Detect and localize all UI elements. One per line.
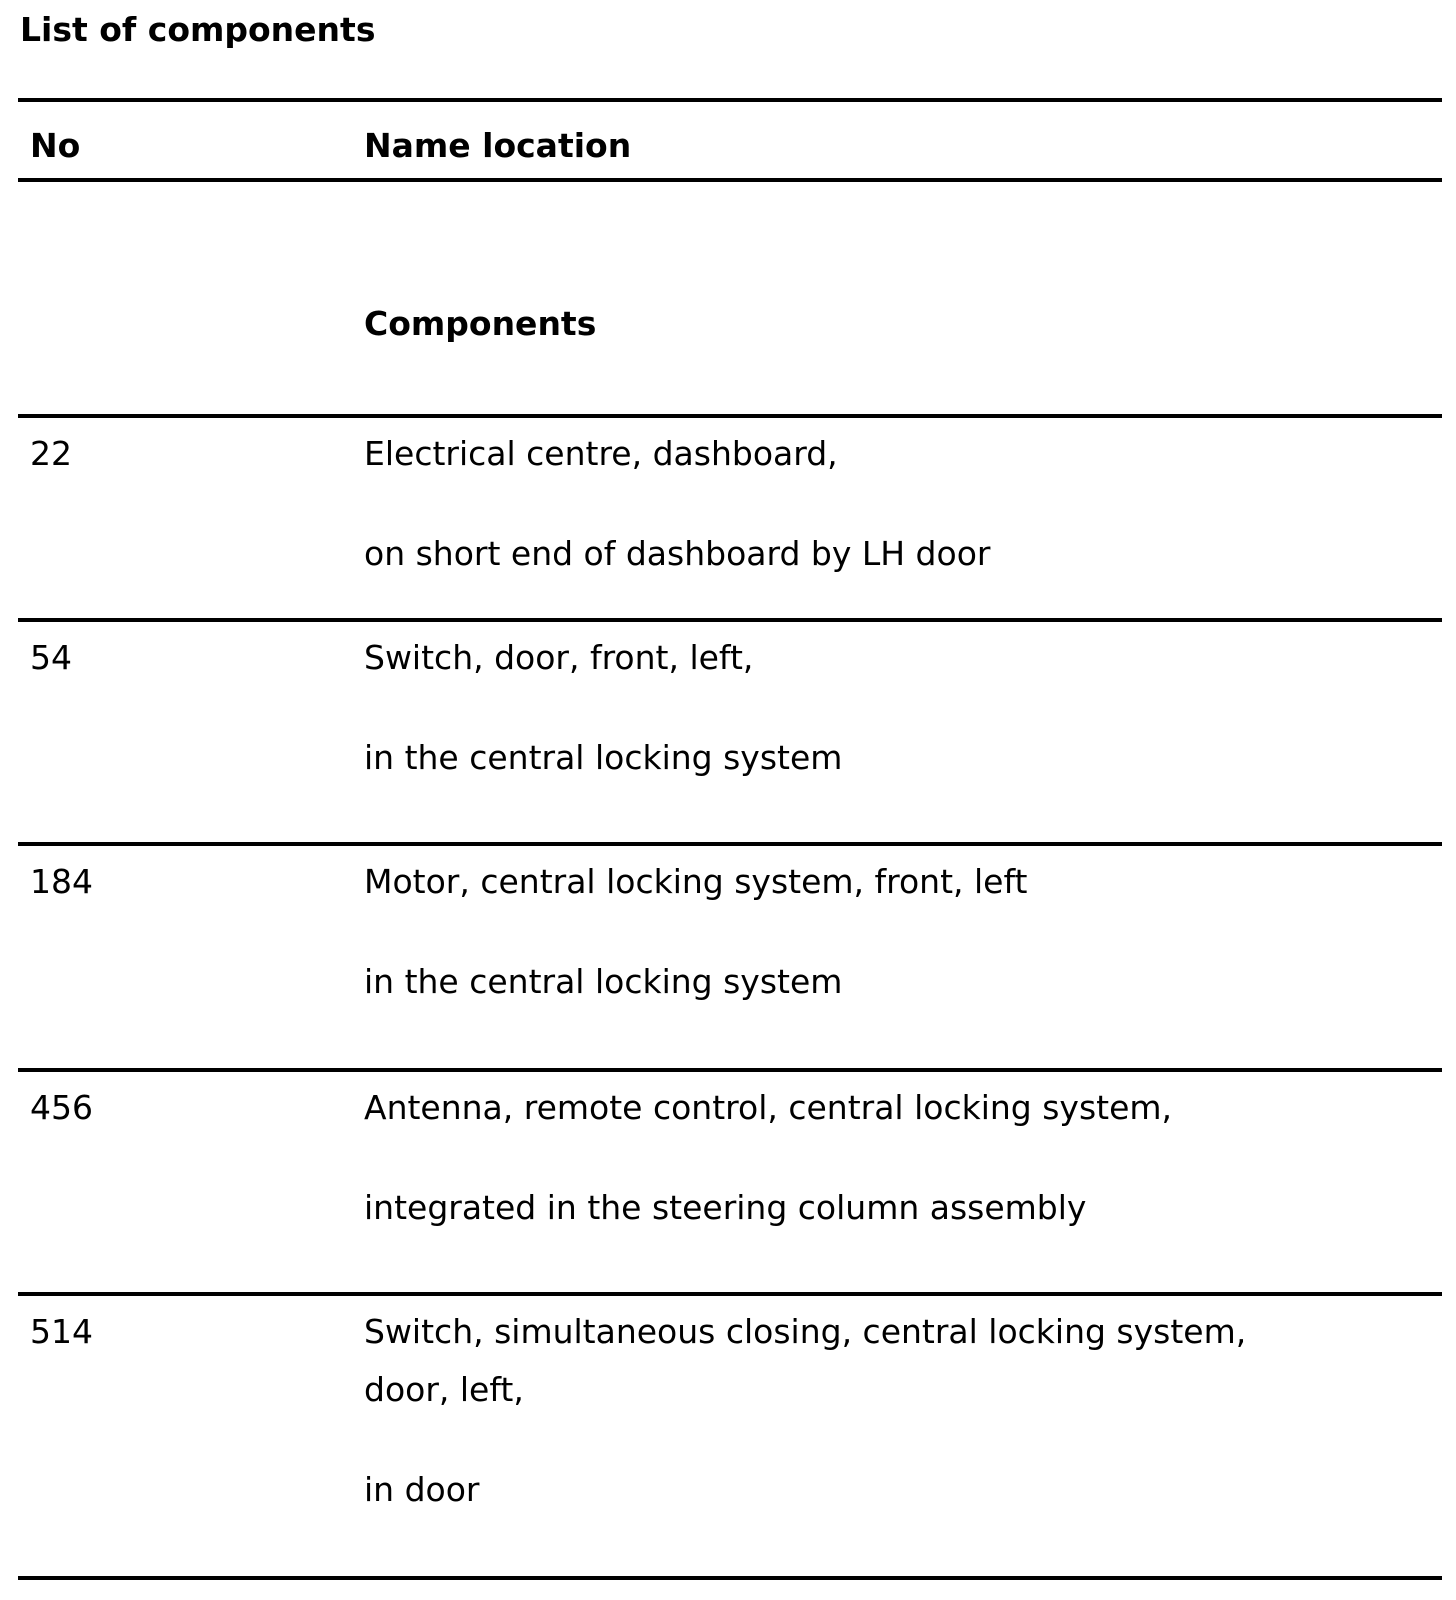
row-name-line: door, left,: [364, 1370, 524, 1409]
row-divider: [18, 618, 1442, 622]
row-location-line: integrated in the steering column assembly: [364, 1188, 1087, 1227]
row-name-line: Electrical centre, dashboard,: [364, 434, 838, 473]
row-location-line: in the central locking system: [364, 962, 843, 1001]
section-heading: Components: [364, 304, 597, 343]
row-name-line: Switch, door, front, left,: [364, 638, 754, 677]
row-divider: [18, 1068, 1442, 1072]
page-title: List of components: [20, 10, 376, 49]
row-divider: [18, 842, 1442, 846]
column-header-name-location: Name location: [364, 126, 632, 165]
row-number: 22: [30, 434, 72, 473]
row-location-line: on short end of dashboard by LH door: [364, 534, 991, 573]
table-top-rule: [18, 98, 1442, 102]
header-bottom-rule: [18, 178, 1442, 182]
row-location-line: in door: [364, 1470, 480, 1509]
row-name-line: Antenna, remote control, central locking system,: [364, 1088, 1173, 1127]
table-bottom-rule: [18, 1576, 1442, 1580]
row-number: 514: [30, 1312, 93, 1351]
column-header-no: No: [30, 126, 81, 165]
row-name-line: Switch, simultaneous closing, central locking system,: [364, 1312, 1247, 1351]
row-number: 456: [30, 1088, 93, 1127]
row-number: 54: [30, 638, 72, 677]
row-location-line: in the central locking system: [364, 738, 843, 777]
row-divider: [18, 414, 1442, 418]
row-name-line: Motor, central locking system, front, left: [364, 862, 1028, 901]
row-number: 184: [30, 862, 93, 901]
row-divider: [18, 1292, 1442, 1296]
